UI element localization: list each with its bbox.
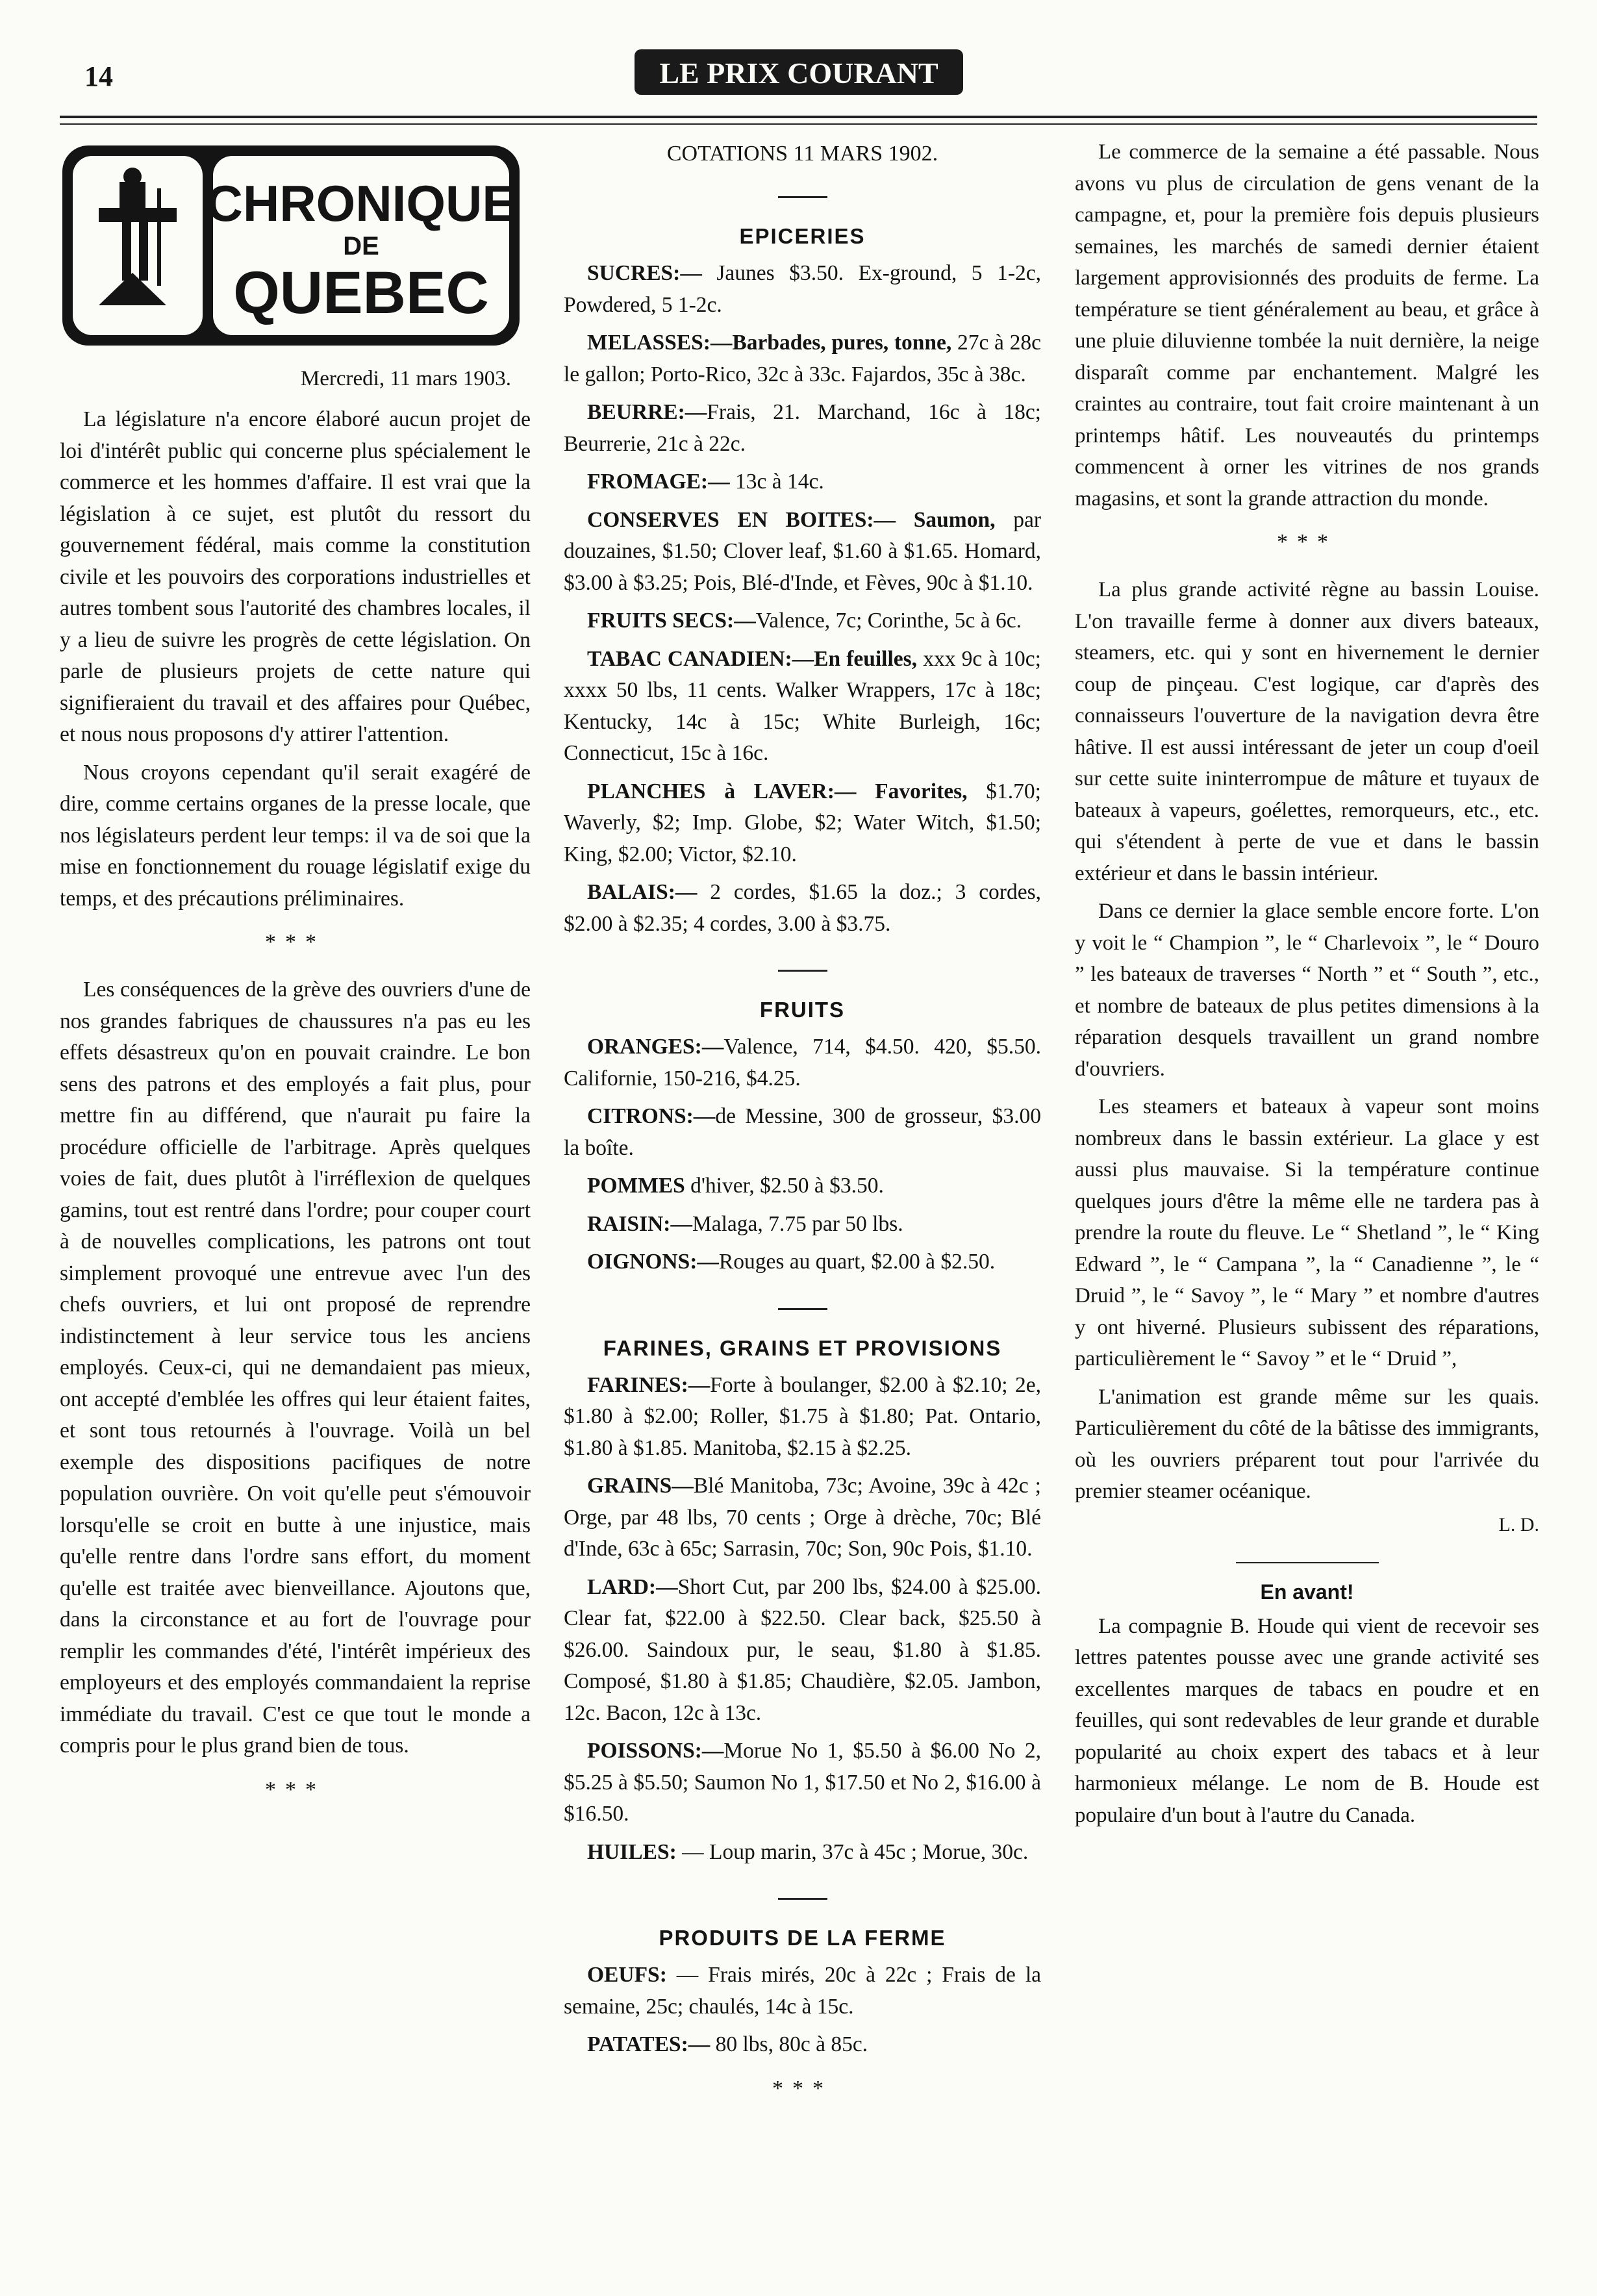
signature: L. D. [1498,1513,1539,1535]
ferme-list [564,1960,1041,2061]
en-avant-title: En avant! [1260,1580,1354,1604]
quotation-label: PATATES:— [587,2032,710,2056]
chronique-de-quebec-logo [60,143,522,348]
quotation-label: FRUITS SECS:— [587,609,756,633]
quotation-item [564,1101,1041,1164]
quotation-label: SUCRES:— [587,261,702,285]
header-rule-thick [60,116,1537,118]
commerce-paragraph: La plus grande activité règne au bassin Louise. L'on travaille ferme à donner aux divers bateaux, steamers, etc. qui y sont en hivernement le dernier coup de pinçeau. C'est logique, car d'après des connaisseurs l'ouverture de la navigation devra être hâtive. Il est aussi intéressant de jeter un coup d'oeil sur cette suite ininterrompue de mâture et tuyaux de bateaux à vapeurs, goélettes, remorqueurs, etc., etc. qui s'étendent à perte de vue et dans le bassin extérieur et dans le bassin intérieur. [1075,578,1539,885]
logo-word-de: DE [343,232,379,260]
logo-word-chronique: CHRONIQUE [206,175,516,232]
section-stars: *** [265,1777,325,1802]
quotation-item [564,327,1041,390]
quotation-item [564,1031,1041,1094]
quotation-text: d'hiver, $2.50 à $3.50. [685,1174,884,1198]
quotation-text: Blé Manitoba, 73c; Avoine, 39c à 42c ; Orge, par 48 lbs, 70 cents ; Orge à drèche, 70c; Blé d'Inde, 63c à 65c; Sarrasin, 70c; Son, 90c Pois, $1.10. [564,1474,1041,1561]
quotation-item [564,2029,1041,2061]
quotation-label: PLANCHES à LAVER:— Favorites, [587,779,968,803]
quotation-item [564,258,1041,321]
quotation-label: LARD:— [587,1574,678,1599]
quotation-item [564,605,1041,637]
masthead-logo [633,45,964,99]
short-rule [778,1898,827,1900]
column-commerce [1075,136,1539,1837]
quotation-label: OEUFS: [587,1963,667,1987]
quotation-item [564,1209,1041,1241]
chronique-paragraph: Nous croyons cependant qu'il serait exagéré de dire, comme certains organes de la presse locale, que nos législateurs perdent leur temps: il va de soi que la mise en fonctionnement du rouage législatif exige du temps, et des précautions préliminaires. [60,760,531,911]
quotation-text: 27c à 28c le gallon; Porto-Rico, 32c à 33c. Fajardos, 35c à 38c. [564,331,1041,386]
quotation-text: de Messine, 300 de grosseur, $3.00 la boîte. [564,1104,1041,1160]
quotation-label: BALAIS:— [587,880,698,904]
quotation-item [564,776,1041,871]
header-rule-thin [60,123,1537,125]
quotation-text: Morue No 1, $5.50 à $6.00 No 2, $5.25 à $5.50; Saumon No 1, $17.50 et No 2, $16.00 à $16.50. [564,1739,1041,1826]
quotation-text: xxx 9c à 10c; xxxx 50 lbs, 11 cents. Walker Wrappers, 17c à 18c; Kentucky, 14c à 15c; White Burleigh, 16c; Connecticut, 15c à 16c. [564,646,1041,765]
chronique-paragraph: La législature n'a encore élaboré aucun projet de loi d'intérêt public qui concerne plus spécialement le commerce et les hommes d'affaire. Il est vrai que la législation à ce sujet, est plutôt du ressort du gouvernement fédéral, mais comme la constitution civile et les pouvoirs des corporations industrielles et autres tombent sous l'autorité des chambres locales, il y a lieu de suivre les progrès de cette législation. On parle de plusieurs projets de cette nature qui signifieraient du travail et des affaires pour Québec, et nous nous proposons d'y attirer l'attention. [60,407,531,746]
quotation-text: Valence, 714, $4.50. 420, $5.50. Californie, 150-216, $4.25. [564,1035,1041,1091]
quotation-item [564,1572,1041,1730]
quotation-text: Forte à boulanger, $2.00 à $2.10; 2e, $1.80 à $2.00; Roller, $1.75 à $1.80; Pat. Ontario, $1.80 à $1.85. Manitoba, $2.15 à $2.25. [564,1372,1041,1460]
quotation-label: FARINES:— [587,1372,710,1397]
cotations-title: COTATIONS 11 MARS 1902. [666,142,938,166]
quotation-label: RAISIN:— [587,1211,692,1236]
section-heading-epiceries: EPICERIES [739,224,866,248]
quotation-label: TABAC CANADIEN:—En feuilles, [587,646,918,671]
quotation-label: HUILES: [587,1839,677,1864]
quotation-item [564,1960,1041,2023]
quotation-text: 13c à 14c. [729,470,824,494]
short-rule [778,1308,827,1310]
short-rule [778,196,827,198]
column-cotations [564,136,1041,2121]
divider-rule [1236,1562,1379,1563]
quotation-label: POISSONS:— [587,1739,724,1763]
quotation-label: POMMES [587,1174,685,1198]
quotation-item [564,1370,1041,1465]
quotation-label: ORANGES:— [587,1035,724,1059]
fruits-list [564,1031,1041,1278]
commerce-paragraph: L'animation est grande même sur les quais. Particulièrement du côté de la bâtisse des immigrants, où les ouvriers préparent tout pour l'arrivée du premier steamer océanique. [1075,1385,1539,1503]
quotation-label: GRAINS— [587,1474,694,1498]
quotation-item [564,877,1041,940]
quotation-label: CITRONS:— [587,1104,716,1128]
quotation-text: — Loup marin, 37c à 45c ; Morue, 30c. [676,1839,1029,1864]
commerce-paragraph: Dans ce dernier la glace semble encore forte. L'on y voit le “ Champion ”, le “ Charlevoix ”, le “ Douro ” les bateaux de traverses “ North ” et “ South ”, etc., et nombre de bateaux de plus petites dimensions à la réparation desquels travaillent un grand nombre d'ouvriers. [1075,900,1539,1081]
section-heading-farines: FARINES, GRAINS ET PROVISIONS [603,1335,1002,1360]
masthead-title: LE PRIX COURANT [659,57,938,90]
quotation-text: Malaga, 7.75 par 50 lbs. [692,1211,903,1236]
commerce-paragraph: Les steamers et bateaux à vapeur sont moins nombreux dans le bassin extérieur. La glace y est aussi plus mauvaise. Si la température continue quelques jours d'être la même elle ne tardera pas à prendre la route du fleuve. Le “ Shetland ”, le “ King Edward ”, le “ Campana ”, la “ Canadienne ”, le “ Druid ”, le “ Savoy ”, le “ Mary ” et nombre d'autres y ont hiverné. Plusieurs subissent des réparations, particulièrement le “ Savoy ” et le “ Druid ”, [1075,1095,1539,1370]
commerce-paragraph: Le commerce de la semaine a été passable. Nous avons vu plus de circulation de gens venant de la campagne, et, pour la première fois depuis plusieurs semaines, les marchés de samedi dernier étaient largement approvisionnés des produits de ferme. La température se tient généralement au beau, et grâce à une pluie diluvienne tombée la nuit dernière, la neige disparaît comme par enchantement. Malgré les craintes au contraire, tout fait croire maintenant à un printemps hâtif. Les nouveautés du printemps commencent à orner les vitrines de nos grands magasins, et sont la grande attraction du monde. [1075,140,1539,511]
quotation-text: par douzaines, $1.50; Clover leaf, $1.60 à $1.65. Homard, $3.00 à $3.25; Pois, Blé-d'Inde, et Fèves, 90c à $1.10. [564,507,1041,595]
quotation-text: 2 cordes, $1.65 la doz.; 3 cordes, $2.00 à $2.35; 4 cordes, 3.00 à $3.75. [564,880,1041,936]
quotation-text: Jaunes $3.50. Ex-ground, 5 1-2c, Powdered, 5 1-2c. [564,261,1041,317]
quotation-item [564,1170,1041,1202]
quotation-text: Valence, 7c; Corinthe, 5c à 6c. [755,609,1022,633]
farines-list [564,1370,1041,1869]
section-heading-fruits: FRUITS [759,998,846,1022]
quotation-label: OIGNONS:— [587,1250,719,1274]
section-stars: *** [1277,530,1337,554]
section-stars: *** [265,930,325,954]
page-number: 14 [84,60,113,92]
epiceries-list [564,258,1041,940]
section-heading-ferme: PRODUITS DE LA FERME [659,1926,946,1950]
quotation-item [564,1470,1041,1565]
short-rule [778,970,827,972]
quotation-item [564,397,1041,460]
chronique-paragraph: Les conséquences de la grève des ouvriers d'une de nos grandes fabriques de chaussures n'a pas eu les effets désastreux qu'on en pouvait craindre. Le bon sens des patrons et des employés a fait plus, pour mettre fin au différend, que n'aurait pu faire la procédure officielle de l'arbitrage. Après quelques voies de fait, dues plutôt à l'irréflexion de quelques gamins, tout est rentré dans l'ordre; pour couper court à de nouvelles complications, les patrons ont tout simplement provoqué une entrevue avec l'un des chefs ouvriers, et lui ont proposé de reprendre indistinctement à leur service tous les anciens employés. Ceux-ci, qui ne demandaient pas mieux, ont accepté d'emblée les offres qui leur étaient faites, et sont tous retournés à l'ouvrage. Voilà un bel exemple des dispositions pacifiques de notre population ouvrière. On voit qu'elle peut s'émouvoir lorsqu'elle se croit en butte à une injustice, mais qu'elle rentre dans l'ordre sans effort, du moment qu'elle est traitée avec bienveillance. Ajoutons que, dans la circonstance et au fort de l'ouvrage pour remplir les commandes d'été, l'intérêt impérieux des employeurs et des employés commandaient la reprise immédiate du travail. C'est ce que tout le monde a compris pour le plus grand bien de tous. [60,978,531,1758]
logo-word-quebec: QUEBEC [233,260,489,326]
quotation-item [564,505,1041,599]
quotation-text: — Frais mirés, 20c à 22c ; Frais de la semaine, 25c; chaulés, 14c à 15c. [564,1963,1041,2019]
quotation-item [564,1735,1041,1830]
quotation-label: FROMAGE:— [587,470,730,494]
quotation-item [564,644,1041,770]
quotation-label: BEURRE:— [587,400,707,424]
quotation-text: $1.70; Waverly, $2; Imp. Globe, $2; Water Witch, $1.50; King, $2.00; Victor, $2.10. [564,779,1041,866]
quotation-text: Frais, 21. Marchand, 16c à 18c; Beurrerie, 21c à 22c. [564,400,1041,456]
quotation-item [564,1246,1041,1278]
quotation-text: Short Cut, par 200 lbs, $24.00 à $25.00. Clear fat, $22.00 à $22.50. Clear back, $25.50 à $26.00. Saindoux pur, le seau, $1.80 à $1.85. Composé, $1.80 à $1.85; Chaudière, $2.05. Jambon, 12c. Bacon, 12c à 13c. [564,1574,1041,1725]
quotation-label: MELASSES:—Barbades, pures, tonne, [587,331,952,355]
quotation-item [564,1837,1041,1869]
column-chronique [60,136,531,1822]
quotation-item [564,466,1041,498]
en-avant-paragraph: La compagnie B. Houde qui vient de recevoir ses lettres patentes pousse avec une grande activité ses excellentes marques de tabacs en poudre et en feuilles, qui sont redevables de leur grande et durable popularité au choix expert des tabacs et à leur harmonieux mélange. Le nom de B. Houde est populaire d'un bout à l'autre du Canada. [1075,1614,1539,1827]
section-stars: *** [772,2076,833,2100]
chronique-date: Mercredi, 11 mars 1903. [300,367,511,390]
quotation-text: 80 lbs, 80c à 85c. [710,2032,868,2056]
quotation-text: Rouges au quart, $2.00 à $2.50. [718,1250,996,1274]
quotation-label: CONSERVES EN BOITES:— Saumon, [587,507,996,532]
